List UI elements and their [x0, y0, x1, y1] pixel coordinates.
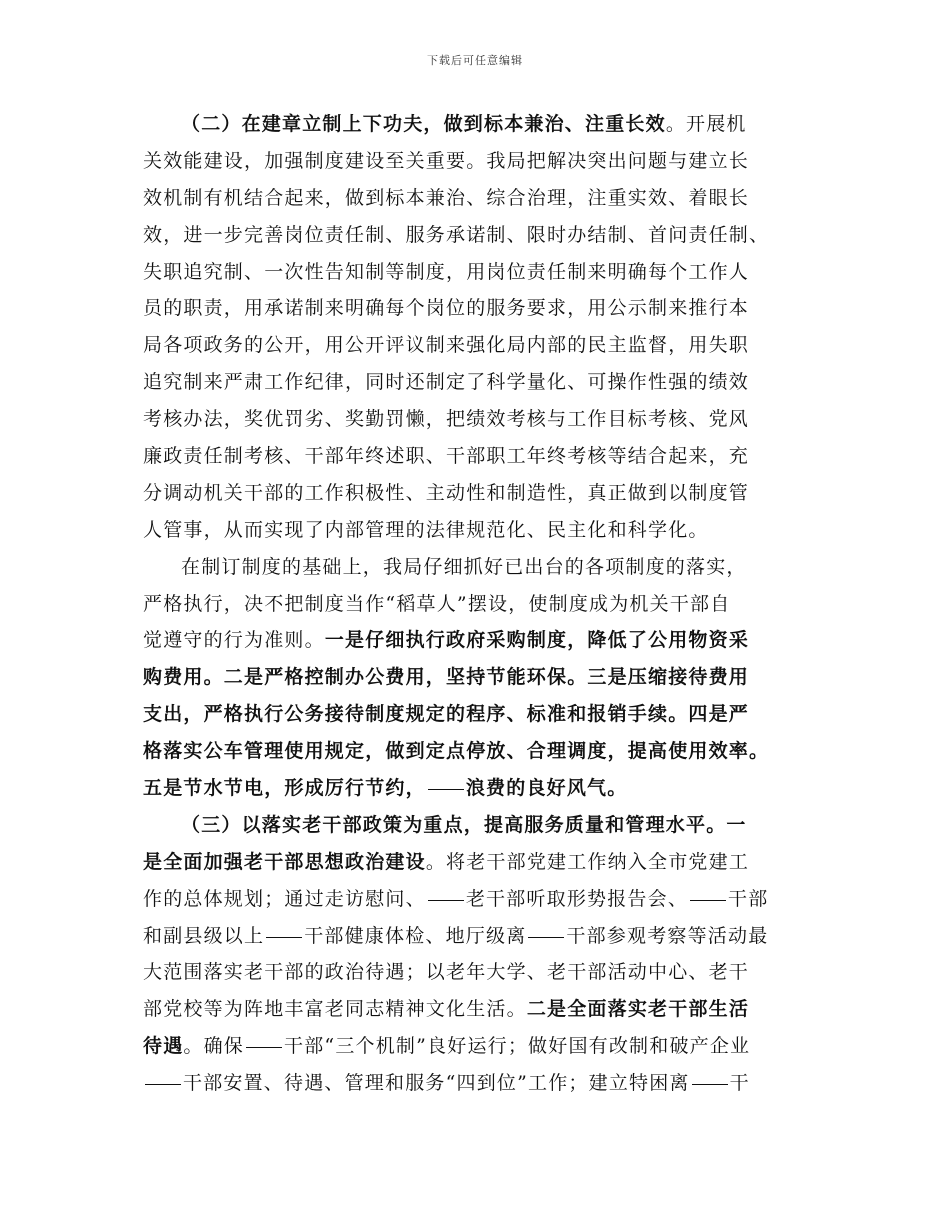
text-segment: 。将老干部党建工作纳入全市党建工 — [425, 850, 750, 873]
text-line — [143, 844, 823, 881]
text-segment: 大范围落实老干部的政治待遇；以老年大学、老干部活动中心、老干 — [143, 961, 750, 984]
text-segment: 干 — [729, 1072, 750, 1095]
text-line — [143, 807, 823, 844]
text-line — [143, 290, 823, 327]
text-segment: 干部安置、待遇、管理和服务“四到位”工作；建立特困离 — [183, 1072, 690, 1095]
fill-blank — [528, 936, 564, 938]
text-line — [143, 918, 823, 955]
bold-text-segment: 五是节水节电，形成厉行节约， — [143, 777, 426, 800]
text-line — [143, 770, 823, 807]
text-line — [143, 696, 823, 733]
text-segment: 干部健康体检、地厅级离 — [304, 924, 527, 947]
bold-text-segment: 格落实公车管理使用规定，做到定点停放、合理调度，提高使用效率。 — [143, 740, 770, 763]
text-line — [143, 364, 823, 401]
text-line — [143, 659, 823, 696]
text-segment: 局各项政务的公开，用公开评议制来强化局内部的民主监督，用失职 — [143, 334, 750, 357]
bold-text-segment: （三）以落实老干部政策为重点，提高服务质量和管理水平。一 — [181, 813, 747, 836]
text-line — [143, 143, 823, 180]
text-segment: 效机制有机结合起来，做到标本兼治、综合治理，注重实效、着眼长 — [143, 186, 750, 209]
text-segment: 。开展机 — [665, 113, 747, 135]
text-line — [143, 106, 823, 143]
text-line — [143, 401, 823, 438]
bold-text-segment: 一是仔细执行政府采购制度，降低了公用物资采 — [324, 629, 750, 652]
fill-blank — [692, 1083, 728, 1085]
fill-blank — [428, 788, 464, 790]
text-segment: 考核办法，奖优罚劣、奖勤罚懒，把绩效考核与工作目标考核、党风 — [143, 408, 750, 431]
text-segment: 失职追究制、一次性告知制等制度，用岗位责任制来明确每个工作人 — [143, 260, 750, 283]
fill-blank — [690, 899, 726, 901]
text-segment: 部党校等为阵地丰富老同志精神文化生活。 — [143, 998, 527, 1021]
fill-blank — [266, 936, 302, 938]
bold-text-segment: 浪费的良好风气。 — [465, 777, 628, 800]
fill-blank — [428, 899, 464, 901]
text-line — [143, 954, 823, 991]
text-segment: 干部参观考察等活动最 — [566, 924, 769, 947]
bold-text-segment: 二是全面落实老干部生活 — [526, 998, 750, 1021]
text-segment: 员的职责，用承诺制来明确每个岗位的服务要求，用公示制来推行本 — [143, 297, 750, 320]
bold-text-segment: 是全面加强老干部思想政治建设 — [143, 850, 426, 873]
text-segment: 。确保 — [183, 1035, 245, 1058]
text-segment: 作的总体规划；通过走访慰问、 — [143, 887, 426, 910]
text-segment: 觉遵守的行为准则。 — [143, 629, 325, 652]
text-line — [143, 475, 823, 512]
text-line — [143, 586, 823, 623]
text-line — [143, 254, 823, 291]
text-segment: 效，进一步完善岗位责任制、服务承诺制、限时办结制、首问责任制、 — [143, 223, 770, 246]
page-header: 下载后可任意编辑 — [427, 54, 523, 67]
text-segment: 严格执行，决不把制度当作“稻草人”摆设，使制度成为机关干部自 — [143, 592, 731, 615]
text-line — [143, 1065, 823, 1102]
text-line — [143, 1028, 823, 1065]
text-line — [143, 991, 823, 1028]
text-segment: 关效能建设，加强制度建设至关重要。我局把解决突出问题与建立长 — [143, 149, 750, 172]
text-line — [143, 512, 823, 549]
text-segment: 在制订制度的基础上，我局仔细抓好已出台的各项制度的落实， — [181, 555, 747, 578]
bold-text-segment: 支出，严格执行公务接待制度规定的程序、标准和报销手续。四是严 — [143, 703, 750, 726]
text-segment: 干部“三个机制”良好运行；做好国有改制和破产企业 — [284, 1035, 751, 1058]
text-segment: 干部 — [728, 887, 769, 910]
text-segment: 人管事，从而实现了内部管理的法律规范化、民主化和科学化。 — [143, 518, 709, 541]
text-segment: 老干部听取形势报告会、 — [465, 887, 689, 910]
text-segment: 廉政责任制考核、干部年终述职、干部职工年终考核等结合起来，充 — [143, 445, 750, 468]
text-line — [143, 549, 823, 586]
text-segment: 和副县级以上 — [143, 924, 265, 947]
text-line — [143, 327, 823, 364]
text-line — [143, 217, 823, 254]
text-line — [143, 881, 823, 918]
bold-text-segment: 待遇 — [143, 1035, 184, 1058]
text-line — [143, 438, 823, 475]
document-body — [143, 106, 823, 1102]
text-line — [143, 622, 823, 659]
text-line — [143, 180, 823, 217]
fill-blank — [246, 1046, 282, 1048]
fill-blank — [145, 1083, 181, 1085]
text-segment: 分调动机关干部的工作积极性、主动性和制造性，真正做到以制度管 — [143, 481, 750, 504]
text-segment: 追究制来严肃工作纪律，同时还制定了科学量化、可操作性强的绩效 — [143, 371, 750, 394]
bold-text-segment: 购费用。二是严格控制办公费用，坚持节能环保。三是压缩接待费用 — [143, 666, 750, 689]
bold-text-segment: （二）在建章立制上下功夫，做到标本兼治、注重长效 — [181, 113, 666, 135]
text-line — [143, 733, 823, 770]
